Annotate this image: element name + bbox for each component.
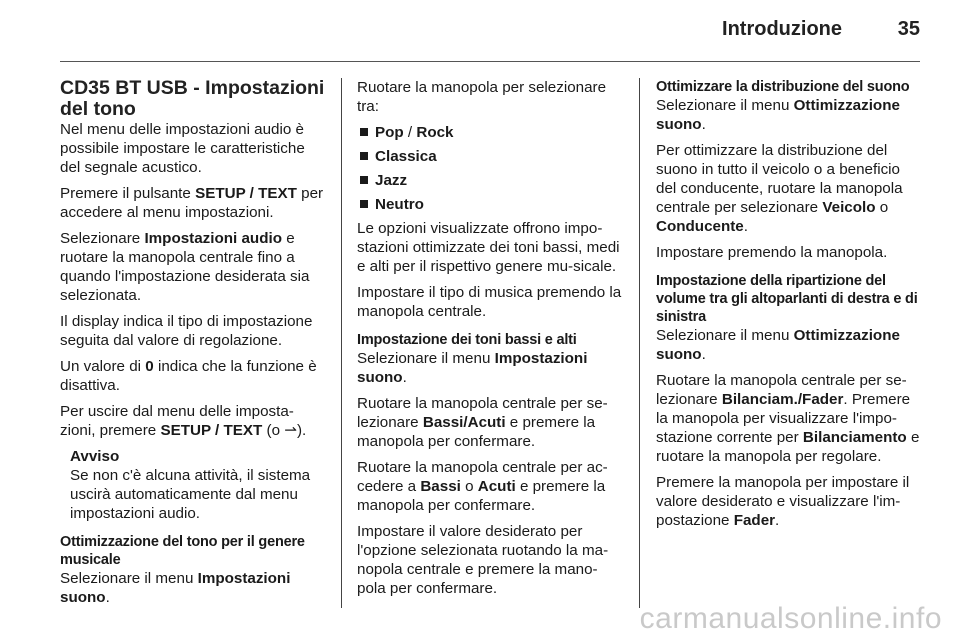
note-box (70, 447, 328, 523)
paragraph: Il display indica il tipo di impostazione seguita dal valore di regolazione. (60, 313, 313, 349)
paragraph: Selezionare il menu Ottimizzazione suono. (656, 327, 900, 363)
paragraph: Nel menu delle impostazioni audio è possibile impostare le caratteristiche del segnale acustico. (60, 121, 305, 176)
paragraph: Premere la manopola per impostare il valore desiderato e visualizzare l'im-postazione Fader. (656, 474, 910, 529)
keyword: Veicolo (822, 199, 876, 216)
page-header (60, 18, 920, 48)
paragraph: Selezionare il menu Ottimizzazione suono. (656, 97, 900, 133)
section-heading: CD35 BT USB - Impostazioni del tono (60, 77, 325, 120)
paragraph: Ruotare la manopola centrale per se-lezionare Bassi/Acuti e premere la manopola per confermare. (357, 395, 608, 450)
paragraph: Impostare il valore desiderato per l'opzione selezionata ruotando la ma-nopola centrale e premere la mano-pola per confermare. (357, 523, 609, 597)
bullet-square-icon (360, 200, 368, 208)
list-item: Jazz (357, 171, 625, 190)
bullet-square-icon (360, 128, 368, 136)
keyword: Ottimizzazione suono (656, 97, 900, 133)
keyword: Ottimizzazione suono (656, 327, 900, 363)
keyword: Acuti (477, 478, 516, 495)
bullet-square-icon (360, 176, 368, 184)
keyword: Conducente (656, 218, 744, 235)
column-divider-1 (341, 78, 342, 608)
paragraph: Un valore di 0 indica che la funzione è disattiva. (60, 358, 317, 394)
paragraph: Selezionare il menu Impostazioni suono. (357, 350, 588, 386)
paragraph: Le opzioni visualizzate offrono impo-stazioni ottimizzate dei toni bassi, medi e alti per il rispettivo genere mu-sicale. (357, 220, 620, 275)
keyword: Impostazioni audio (144, 230, 282, 247)
header-rule (60, 61, 920, 62)
keyword: Impostazioni suono (60, 570, 291, 606)
keyword: Impostazioni suono (357, 350, 588, 386)
paragraph: Per uscire dal menu delle imposta-zioni, premere SETUP / TEXT (o ⇀). (60, 403, 307, 439)
paragraph: Selezionare il menu Impostazioni suono. (60, 570, 291, 606)
keyword: Bassi (420, 478, 461, 495)
paragraph: Premere il pulsante SETUP / TEXT per accedere al menu impostazioni. (60, 185, 324, 221)
column-1 (60, 78, 328, 614)
back-arrow-icon: ⇀ (284, 422, 297, 439)
keyword: Bilanciamento (802, 429, 907, 446)
subheading: Ottimizzare la distribuzione del suono (656, 79, 910, 95)
column-divider-2 (639, 78, 640, 608)
paragraph: Ruotare la manopola centrale per se-lezionare Bilanciam./Fader. Premere la manopola per visualizzare l'impo-stazione corrente per Bilanciamento e ruotare la manopola per regolare. (656, 372, 920, 465)
column-3 (656, 78, 922, 537)
column-2 (357, 78, 625, 605)
watermark: carmanualsonline.info (639, 602, 942, 635)
list-item: Pop / Rock (357, 123, 625, 142)
subheading: Ottimizzazione del tono per il genere musicale (60, 534, 305, 568)
paragraph: Selezionare Impostazioni audio e ruotare la manopola centrale fino a quando l'impostazione desiderata sia selezionata. (60, 230, 310, 304)
keyword: Bilanciam./Fader (721, 391, 844, 408)
paragraph: Ruotare la manopola centrale per ac-cedere a Bassi o Acuti e premere la manopola per confermare. (357, 459, 608, 514)
paragraph: Ruotare la manopola per selezionare tra: (357, 79, 607, 115)
keyword: Bassi/Acuti (422, 414, 506, 431)
genre-list (357, 123, 625, 214)
subheading: Impostazione della ripartizione del volume tra gli altoparlanti di destra e di sinistra (656, 273, 918, 325)
note-text: Se non c'è alcuna attività, il sistema uscirà automaticamente dal menu impostazioni audio. (70, 467, 311, 522)
bullet-square-icon (360, 152, 368, 160)
page-title: Introduzione (722, 18, 842, 40)
keyword: 0 (145, 358, 154, 375)
keyword: Fader (733, 512, 776, 529)
keyword: SETUP / TEXT (195, 185, 297, 202)
list-item: Classica (357, 147, 625, 166)
paragraph: Per ottimizzare la distribuzione del suono in tutto il veicolo o a beneficio del conducente, ruotare la manopola centrale per selezionare Veicolo o Conducente. (656, 142, 903, 235)
subheading: Impostazione dei toni bassi e alti (357, 332, 577, 348)
list-item: Neutro (357, 195, 625, 214)
keyword: SETUP / TEXT (160, 422, 263, 439)
paragraph: Impostare premendo la manopola. (656, 244, 888, 261)
note-title: Avviso (70, 448, 120, 465)
paragraph: Impostare il tipo di musica premendo la manopola centrale. (357, 284, 622, 320)
page-number: 35 (897, 18, 920, 40)
